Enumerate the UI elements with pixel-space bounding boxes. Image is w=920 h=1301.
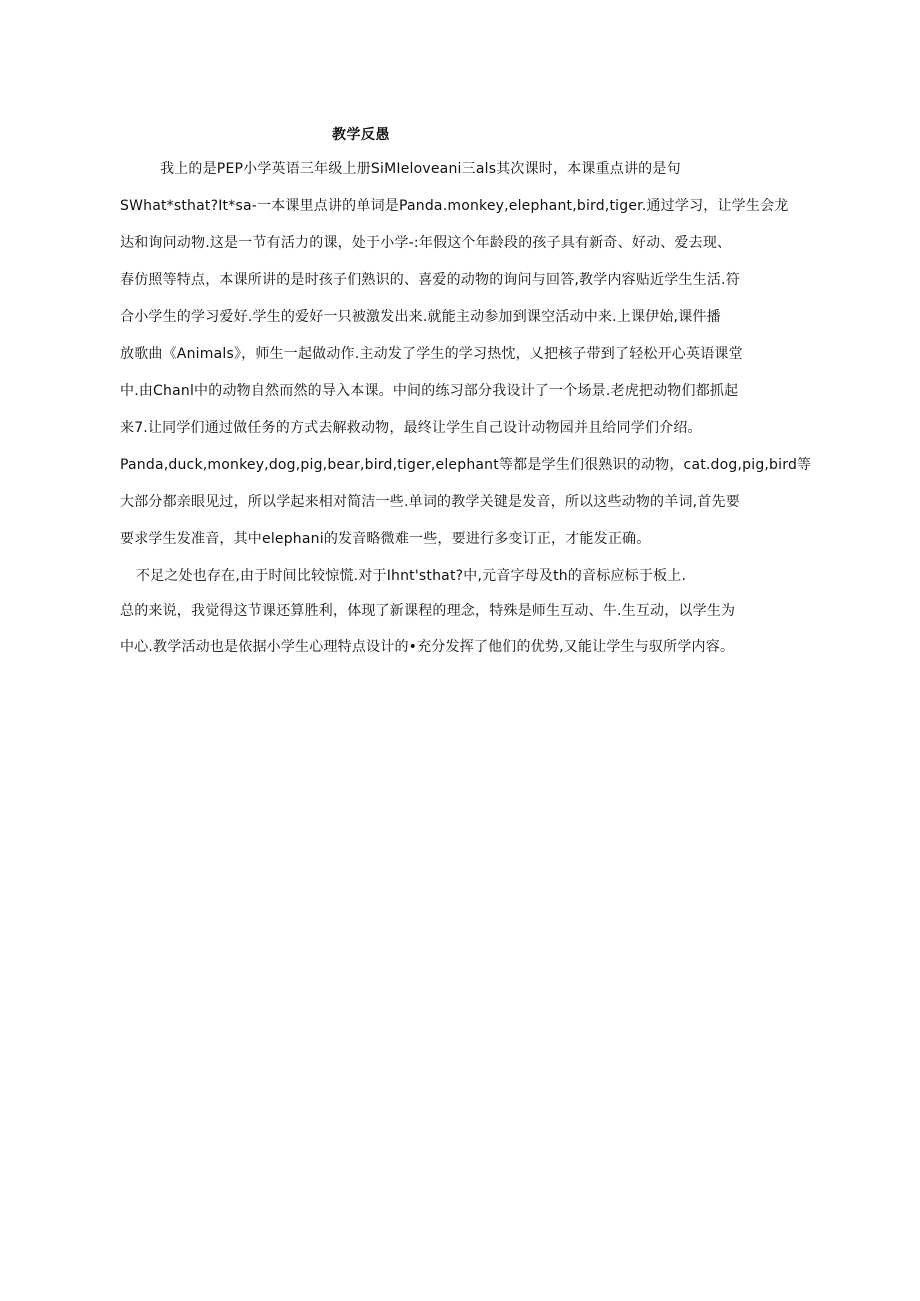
paragraph-line: 大部分都亲眼见过，所以学起来相对简洁一些.单词的教学关键是发音，所以这些动物的羊词,首先要 [120, 494, 740, 510]
paragraph-line: 达和询问动物.这是一节有活力的课，处于小学-:年假这个年龄段的孩子具有新奇、好动、爱去现、 [120, 235, 732, 251]
paragraph-line: 来7.让同学们通过做任务的方式去解救动物，最终让学生自己设计动物园并且给同学们介绍。 [120, 420, 702, 436]
paragraph-line: 合小学生的学习爱好.学生的爱好一只被激发出来.就能主动参加到课空活动中来.上课伊始,课件播 [120, 309, 721, 325]
paragraph-line: 总的来说，我觉得这节课还算胜利，体现了新课程的理念，特殊是师生互动、牛.生互动，以学生为 [120, 603, 736, 619]
paragraph-line: 放歌曲《Animals》，师生一起做动作.主动发了学生的学习热忱，乂把核子带到了轻松开心英语课堂 [120, 346, 743, 362]
paragraph-line: Panda,duck,monkey,dog,pig,bear,bird,tiger,elephant等都是学生们很熟识的动物，cat.dog,pig,bird等 [120, 457, 812, 473]
paragraph-line: 我上的是PEP小学英语三年级上册SiMIeloveani三als其次课时，本课重点讲的是句 [160, 161, 681, 177]
paragraph-line: 中.由Chanl中的动物自然而然的导入本课。中间的练习部分我设计了一个场景.老虎把动物们都抓起 [120, 383, 739, 399]
document-title: 教学反愚 [332, 127, 390, 143]
paragraph-line: 要求学生发准音，其中elephani的发音略微难一些，要进行多变订正，才能发正确。 [120, 531, 651, 547]
paragraph-line: 春仿照等特点，本课所讲的是时孩子们熟识的、喜爱的动物的询问与回答,教学内容贴近学生生活.符 [120, 272, 740, 288]
paragraph-line: 中心.教学活动也是依据小学生心理特点设计的•充分发挥了他们的优势,又能让学生与驭所学内容。 [120, 639, 735, 655]
paragraph-line: 不足之处也存在,由于时间比较惊慌.对于Ihnt'sthat?中,元音字母及th的音标应标于板上. [136, 568, 687, 584]
paragraph-line: SWhat*sthat?It*sa-一本课里点讲的单词是Panda.monkey,elephant,bird,tiger.通过学习，让学生会龙 [120, 198, 789, 214]
